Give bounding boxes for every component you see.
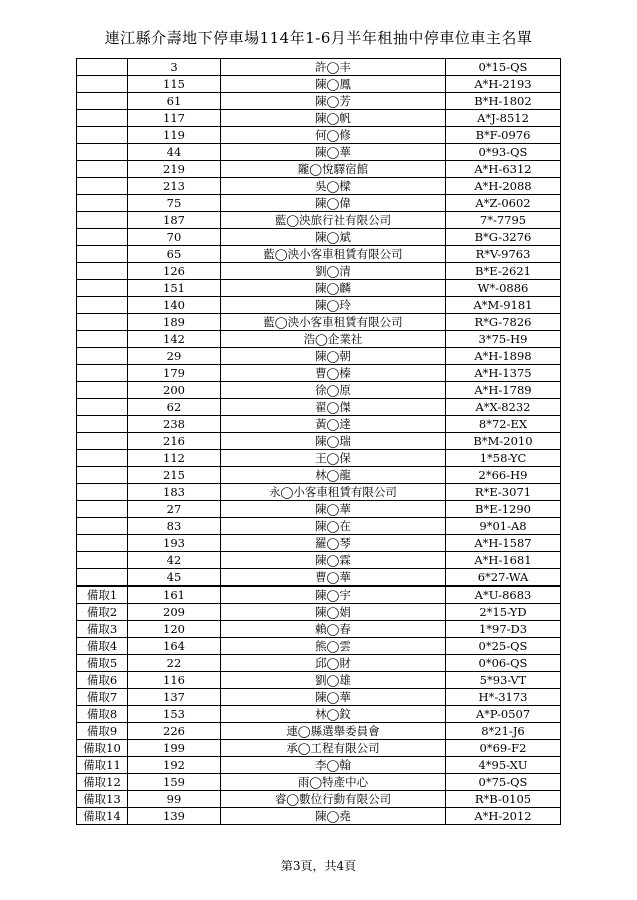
- table-row: [77, 416, 561, 433]
- row-label-cell: [77, 501, 128, 518]
- row-label-cell: [77, 399, 128, 416]
- owner-name-cell: 浩◯企業社: [221, 331, 446, 348]
- owner-name-cell: 黃◯達: [221, 416, 446, 433]
- row-label-cell: [77, 365, 128, 382]
- owner-name-cell: 陳◯斌: [221, 229, 446, 246]
- owner-name-cell: 徐◯原: [221, 382, 446, 399]
- page-footer: 第3頁，共4頁: [280, 859, 357, 873]
- owner-name-cell: 陳◯在: [221, 518, 446, 535]
- owner-name-cell: 吳◯樑: [221, 178, 446, 195]
- table-row: [77, 382, 561, 399]
- owner-name-cell: 陳◯霖: [221, 552, 446, 569]
- owner-name-cell: 藍◯泱旅行社有限公司: [221, 212, 446, 229]
- owner-name-cell: 陳◯帆: [221, 110, 446, 127]
- table-row: [77, 467, 561, 484]
- draw-number-cell: 219: [128, 161, 221, 178]
- row-label-cell: [77, 161, 128, 178]
- plate-number-cell: 0*69-F2: [446, 740, 561, 757]
- row-label-cell: [77, 212, 128, 229]
- plate-number-cell: A*Z-0602: [446, 195, 561, 212]
- table-body: [77, 59, 561, 825]
- row-label-cell: 備取3: [77, 621, 128, 638]
- table-row: [77, 195, 561, 212]
- draw-number-cell: 116: [128, 672, 221, 689]
- row-label-cell: [77, 59, 128, 76]
- plate-number-cell: A*H-1587: [446, 535, 561, 552]
- plate-number-cell: 0*75-QS: [446, 774, 561, 791]
- plate-number-cell: W*-0886: [446, 280, 561, 297]
- draw-number-cell: 137: [128, 689, 221, 706]
- table-row: [77, 314, 561, 331]
- table-row: [77, 774, 561, 791]
- plate-number-cell: 0*25-QS: [446, 638, 561, 655]
- plate-number-cell: B*M-2010: [446, 433, 561, 450]
- plate-number-cell: B*G-3276: [446, 229, 561, 246]
- draw-number-cell: 22: [128, 655, 221, 672]
- plate-number-cell: A*P-0507: [446, 706, 561, 723]
- row-label-cell: [77, 76, 128, 93]
- draw-number-cell: 139: [128, 808, 221, 825]
- draw-number-cell: 27: [128, 501, 221, 518]
- plate-number-cell: A*H-1898: [446, 348, 561, 365]
- draw-number-cell: 153: [128, 706, 221, 723]
- table-row: [77, 655, 561, 672]
- draw-number-cell: 142: [128, 331, 221, 348]
- table-row: [77, 638, 561, 655]
- draw-number-cell: 215: [128, 467, 221, 484]
- owner-name-cell: 林◯鈫: [221, 706, 446, 723]
- table-row: [77, 484, 561, 501]
- table-row: [77, 740, 561, 757]
- draw-number-cell: 164: [128, 638, 221, 655]
- draw-number-cell: 112: [128, 450, 221, 467]
- table-row: [77, 518, 561, 535]
- table-row: [77, 127, 561, 144]
- owner-name-cell: 何◯修: [221, 127, 446, 144]
- draw-number-cell: 189: [128, 314, 221, 331]
- row-label-cell: [77, 178, 128, 195]
- plate-number-cell: A*H-2088: [446, 178, 561, 195]
- owner-name-cell: 藍◯泱小客車租賃有限公司: [221, 246, 446, 263]
- owner-name-cell: 王◯保: [221, 450, 446, 467]
- plate-number-cell: A*M-9181: [446, 297, 561, 314]
- plate-number-cell: H*-3173: [446, 689, 561, 706]
- owner-name-cell: 承◯工程有限公司: [221, 740, 446, 757]
- draw-number-cell: 119: [128, 127, 221, 144]
- table-row: [77, 621, 561, 638]
- owner-name-cell: 陳◯偉: [221, 195, 446, 212]
- plate-number-cell: 9*01-A8: [446, 518, 561, 535]
- row-label-cell: [77, 467, 128, 484]
- owner-name-cell: 隴◯悅驛宿館: [221, 161, 446, 178]
- owner-name-cell: 林◯龍: [221, 467, 446, 484]
- owner-name-cell: 李◯翰: [221, 757, 446, 774]
- row-label-cell: [77, 552, 128, 569]
- table-row: [77, 246, 561, 263]
- table-row: [77, 689, 561, 706]
- row-label-cell: 備取12: [77, 774, 128, 791]
- plate-number-cell: 3*75-H9: [446, 331, 561, 348]
- draw-number-cell: 161: [128, 586, 221, 604]
- plate-number-cell: B*E-1290: [446, 501, 561, 518]
- page-title: 連江縣介壽地下停車場114年1-6月半年租抽中停車位車主名單: [104, 29, 533, 47]
- plate-number-cell: 1*58-YC: [446, 450, 561, 467]
- owner-name-cell: 邱◯財: [221, 655, 446, 672]
- owner-name-cell: 陳◯鳳: [221, 76, 446, 93]
- plate-number-cell: 0*93-QS: [446, 144, 561, 161]
- row-label-cell: 備取6: [77, 672, 128, 689]
- plate-number-cell: 7*-7795: [446, 212, 561, 229]
- plate-number-cell: 4*95-XU: [446, 757, 561, 774]
- table-row: [77, 569, 561, 587]
- owner-name-cell: 陳◯芳: [221, 93, 446, 110]
- draw-number-cell: 140: [128, 297, 221, 314]
- row-label-cell: [77, 535, 128, 552]
- owner-name-cell: 賴◯春: [221, 621, 446, 638]
- row-label-cell: 備取2: [77, 604, 128, 621]
- plate-number-cell: 6*27-WA: [446, 569, 561, 587]
- owner-name-cell: 連◯縣選舉委員會: [221, 723, 446, 740]
- plate-number-cell: 5*93-VT: [446, 672, 561, 689]
- draw-number-cell: 200: [128, 382, 221, 399]
- owner-name-cell: 熊◯雲: [221, 638, 446, 655]
- row-label-cell: [77, 127, 128, 144]
- draw-number-cell: 126: [128, 263, 221, 280]
- owner-name-cell: 許◯丰: [221, 59, 446, 76]
- table-row: [77, 450, 561, 467]
- draw-number-cell: 179: [128, 365, 221, 382]
- plate-number-cell: A*J-8512: [446, 110, 561, 127]
- table-row: [77, 586, 561, 604]
- draw-number-cell: 29: [128, 348, 221, 365]
- plate-number-cell: 0*06-QS: [446, 655, 561, 672]
- draw-number-cell: 75: [128, 195, 221, 212]
- row-label-cell: [77, 569, 128, 587]
- draw-number-cell: 187: [128, 212, 221, 229]
- plate-number-cell: A*H-6312: [446, 161, 561, 178]
- row-label-cell: [77, 484, 128, 501]
- draw-number-cell: 226: [128, 723, 221, 740]
- row-label-cell: [77, 297, 128, 314]
- plate-number-cell: R*E-3071: [446, 484, 561, 501]
- table-row: [77, 757, 561, 774]
- owner-name-cell: 雨◯特產中心: [221, 774, 446, 791]
- draw-number-cell: 61: [128, 93, 221, 110]
- table-row: [77, 212, 561, 229]
- draw-number-cell: 44: [128, 144, 221, 161]
- owner-name-cell: 陳◯華: [221, 144, 446, 161]
- row-label-cell: [77, 263, 128, 280]
- winners-table: [76, 58, 561, 825]
- plate-number-cell: B*H-1802: [446, 93, 561, 110]
- row-label-cell: 備取14: [77, 808, 128, 825]
- draw-number-cell: 183: [128, 484, 221, 501]
- owner-name-cell: 翟◯傑: [221, 399, 446, 416]
- draw-number-cell: 193: [128, 535, 221, 552]
- row-label-cell: [77, 348, 128, 365]
- table-row: [77, 144, 561, 161]
- draw-number-cell: 209: [128, 604, 221, 621]
- draw-number-cell: 159: [128, 774, 221, 791]
- row-label-cell: [77, 450, 128, 467]
- plate-number-cell: B*F-0976: [446, 127, 561, 144]
- table-row: [77, 535, 561, 552]
- row-label-cell: 備取5: [77, 655, 128, 672]
- plate-number-cell: A*H-1789: [446, 382, 561, 399]
- plate-number-cell: A*U-8683: [446, 586, 561, 604]
- owner-name-cell: 曹◯榛: [221, 365, 446, 382]
- plate-number-cell: A*H-2193: [446, 76, 561, 93]
- plate-number-cell: R*V-9763: [446, 246, 561, 263]
- owner-name-cell: 永◯小客車租賃有限公司: [221, 484, 446, 501]
- owner-name-cell: 陳◯朝: [221, 348, 446, 365]
- plate-number-cell: A*H-1681: [446, 552, 561, 569]
- table-row: [77, 365, 561, 382]
- table-row: [77, 791, 561, 808]
- owner-name-cell: 陳◯宇: [221, 586, 446, 604]
- table-row: [77, 297, 561, 314]
- row-label-cell: 備取7: [77, 689, 128, 706]
- draw-number-cell: 192: [128, 757, 221, 774]
- plate-number-cell: R*G-7826: [446, 314, 561, 331]
- table-row: [77, 229, 561, 246]
- owner-name-cell: 羅◯琴: [221, 535, 446, 552]
- row-label-cell: 備取9: [77, 723, 128, 740]
- table-row: [77, 331, 561, 348]
- table-row: [77, 672, 561, 689]
- draw-number-cell: 42: [128, 552, 221, 569]
- owner-name-cell: 陳◯麟: [221, 280, 446, 297]
- plate-number-cell: A*X-8232: [446, 399, 561, 416]
- row-label-cell: 備取8: [77, 706, 128, 723]
- row-label-cell: [77, 433, 128, 450]
- row-label-cell: 備取13: [77, 791, 128, 808]
- draw-number-cell: 120: [128, 621, 221, 638]
- plate-number-cell: A*H-1375: [446, 365, 561, 382]
- table-row: [77, 706, 561, 723]
- draw-number-cell: 238: [128, 416, 221, 433]
- plate-number-cell: 2*15-YD: [446, 604, 561, 621]
- owner-name-cell: 劉◯清: [221, 263, 446, 280]
- draw-number-cell: 151: [128, 280, 221, 297]
- table-row: [77, 399, 561, 416]
- owner-name-cell: 陳◯堯: [221, 808, 446, 825]
- draw-number-cell: 99: [128, 791, 221, 808]
- table-row: [77, 178, 561, 195]
- draw-number-cell: 213: [128, 178, 221, 195]
- draw-number-cell: 83: [128, 518, 221, 535]
- owner-name-cell: 陳◯華: [221, 689, 446, 706]
- table-row: [77, 433, 561, 450]
- table-row: [77, 263, 561, 280]
- table-row: [77, 552, 561, 569]
- plate-number-cell: 8*72-EX: [446, 416, 561, 433]
- row-label-cell: [77, 246, 128, 263]
- draw-number-cell: 199: [128, 740, 221, 757]
- row-label-cell: [77, 331, 128, 348]
- owner-name-cell: 陳◯華: [221, 501, 446, 518]
- table-row: [77, 59, 561, 76]
- owner-name-cell: 曹◯華: [221, 569, 446, 587]
- table-row: [77, 501, 561, 518]
- row-label-cell: 備取1: [77, 586, 128, 604]
- draw-number-cell: 115: [128, 76, 221, 93]
- plate-number-cell: 2*66-H9: [446, 467, 561, 484]
- draw-number-cell: 65: [128, 246, 221, 263]
- row-label-cell: [77, 195, 128, 212]
- table-row: [77, 348, 561, 365]
- owner-name-cell: 陳◯娟: [221, 604, 446, 621]
- row-label-cell: 備取4: [77, 638, 128, 655]
- table-row: [77, 808, 561, 825]
- draw-number-cell: 216: [128, 433, 221, 450]
- table-row: [77, 76, 561, 93]
- draw-number-cell: 45: [128, 569, 221, 587]
- row-label-cell: [77, 416, 128, 433]
- row-label-cell: [77, 280, 128, 297]
- table-row: [77, 161, 561, 178]
- plate-number-cell: B*E-2621: [446, 263, 561, 280]
- row-label-cell: [77, 93, 128, 110]
- plate-number-cell: A*H-2012: [446, 808, 561, 825]
- row-label-cell: [77, 518, 128, 535]
- plate-number-cell: 8*21-J6: [446, 723, 561, 740]
- draw-number-cell: 62: [128, 399, 221, 416]
- plate-number-cell: 0*15-QS: [446, 59, 561, 76]
- row-label-cell: 備取10: [77, 740, 128, 757]
- row-label-cell: [77, 382, 128, 399]
- draw-number-cell: 3: [128, 59, 221, 76]
- plate-number-cell: R*B-0105: [446, 791, 561, 808]
- row-label-cell: [77, 144, 128, 161]
- plate-number-cell: 1*97-D3: [446, 621, 561, 638]
- draw-number-cell: 117: [128, 110, 221, 127]
- row-label-cell: [77, 314, 128, 331]
- table-row: [77, 723, 561, 740]
- row-label-cell: [77, 110, 128, 127]
- table-row: [77, 110, 561, 127]
- table-row: [77, 93, 561, 110]
- draw-number-cell: 70: [128, 229, 221, 246]
- owner-name-cell: 藍◯泱小客車租賃有限公司: [221, 314, 446, 331]
- owner-name-cell: 睿◯數位行動有限公司: [221, 791, 446, 808]
- owner-name-cell: 陳◯瑞: [221, 433, 446, 450]
- row-label-cell: 備取11: [77, 757, 128, 774]
- owner-name-cell: 劉◯雄: [221, 672, 446, 689]
- row-label-cell: [77, 229, 128, 246]
- table-row: [77, 280, 561, 297]
- owner-name-cell: 陳◯玲: [221, 297, 446, 314]
- table-row: [77, 604, 561, 621]
